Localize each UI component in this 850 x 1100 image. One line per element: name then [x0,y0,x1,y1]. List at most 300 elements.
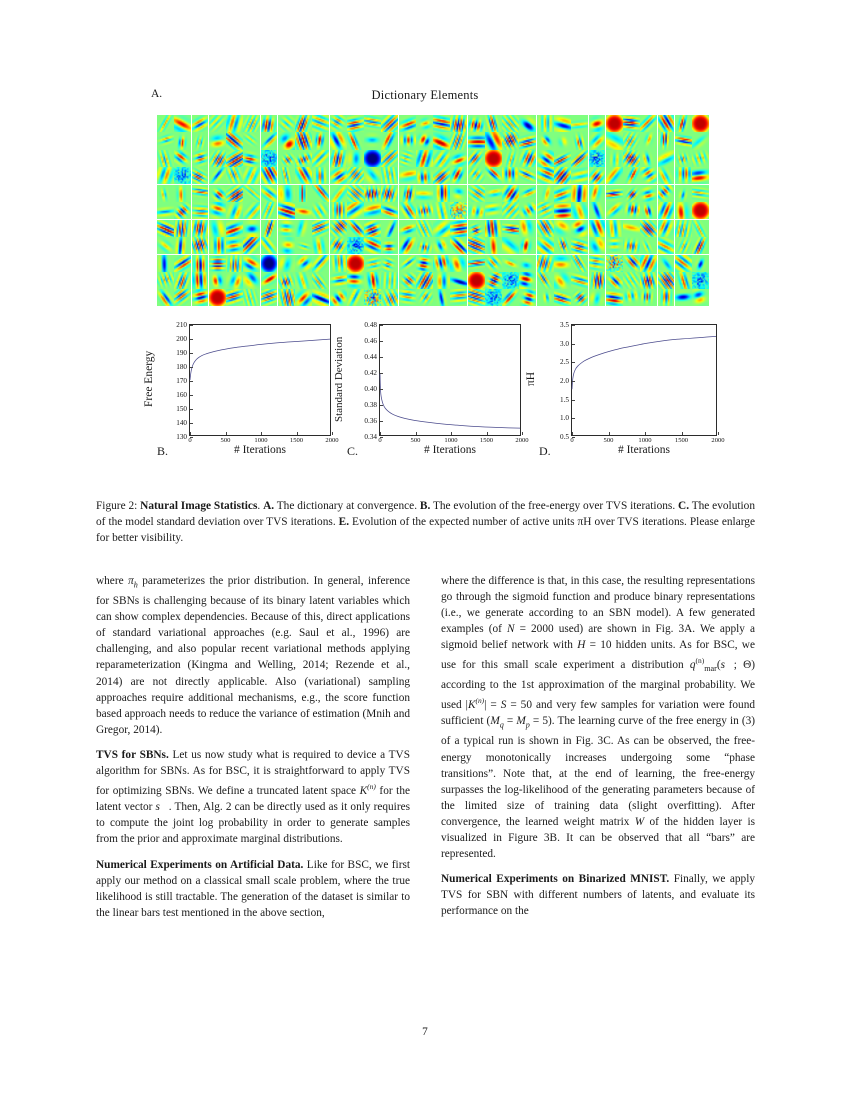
dictionary-element [330,150,347,167]
dictionary-element [364,115,381,132]
y-axis-tick-label: 170 [176,377,187,385]
dictionary-element [330,202,347,219]
dictionary-element [364,237,381,254]
dictionary-element [658,289,675,306]
dictionary-element [364,185,381,202]
dictionary-element [261,150,278,167]
dictionary-element [295,289,312,306]
dictionary-element [640,289,657,306]
dictionary-element [295,167,312,184]
dictionary-element [399,202,416,219]
dictionary-element [209,237,226,254]
dictionary-element [243,185,260,202]
dictionary-element [261,132,278,149]
dictionary-element [640,202,657,219]
x-axis-tick-label: 500 [603,437,614,444]
y-axis-tick-mark [572,325,575,326]
dictionary-element [209,132,226,149]
dictionary-element [226,272,243,289]
panel-label-a: A. [151,88,163,100]
dictionary-element [330,289,347,306]
dictionary-element [312,289,329,306]
dictionary-element [364,132,381,149]
dictionary-element [589,272,606,289]
dictionary-element [312,255,329,272]
dictionary-element [502,150,519,167]
dictionary-element [381,150,398,167]
dictionary-element [450,289,467,306]
dictionary-element [468,202,485,219]
dictionary-element [571,150,588,167]
y-axis-tick-mark [380,341,383,342]
dictionary-element [537,289,554,306]
y-axis-tick-label: 210 [176,321,187,329]
dictionary-element [243,220,260,237]
dictionary-element [174,237,191,254]
dictionary-element [468,185,485,202]
y-axis-tick-mark [380,405,383,406]
dictionary-element [416,150,433,167]
dictionary-element [347,289,364,306]
x-axis-tick-label: 0 [570,437,574,444]
y-axis-tick-mark [380,357,383,358]
dictionary-element [519,202,536,219]
dictionary-element [537,185,554,202]
dictionary-element [537,237,554,254]
y-axis-tick-mark [380,325,383,326]
dictionary-element [261,185,278,202]
y-axis-tick-mark [380,421,383,422]
dictionary-element [381,132,398,149]
plot-b-curve [190,325,330,435]
dictionary-element [623,150,640,167]
dictionary-element [347,255,364,272]
dictionary-element [675,150,692,167]
y-axis-tick-label: 160 [176,391,187,399]
y-axis-tick-label: 0.44 [364,353,377,361]
dictionary-element [554,272,571,289]
dictionary-element [347,202,364,219]
x-axis-tick-label: 2000 [515,437,529,444]
dictionary-element [157,167,174,184]
dictionary-element [416,167,433,184]
dictionary-element [330,272,347,289]
dictionary-element [278,115,295,132]
dictionary-element [502,167,519,184]
x-axis-tick-label: 500 [220,437,231,444]
series-line [380,374,520,428]
dictionary-element [261,255,278,272]
x-axis-tick-label: 500 [410,437,421,444]
dictionary-element [485,220,502,237]
dictionary-element [571,289,588,306]
dictionary-element [295,132,312,149]
dictionary-element [468,289,485,306]
dictionary-element [623,185,640,202]
dictionary-element [192,150,209,167]
dictionary-element [399,132,416,149]
plot-c-curve [380,325,520,435]
dictionary-element [174,202,191,219]
x-axis-tick-mark [682,432,683,435]
y-axis-tick-label: 1.0 [560,414,569,423]
dictionary-element [278,185,295,202]
paragraph-artificial-data: Numerical Experiments on Artificial Data. Like for BSC, we first apply our method on a classical small scale problem, where the true likelihood is still tractable. The generation of the dataset is similar to the linear bars test mentioned in the above section, [96,858,410,919]
dictionary-element [243,150,260,167]
x-axis-tick-label: 1500 [674,437,689,444]
dictionary-element [312,220,329,237]
dictionary-element [606,115,623,132]
y-axis-tick-label: 0.40 [364,385,377,393]
y-axis-tick-label: 0.46 [364,337,377,345]
y-axis-tick-label: 0.34 [364,433,377,441]
dictionary-element [450,132,467,149]
dictionary-element [692,185,709,202]
dictionary-element [554,289,571,306]
dictionary-element [399,150,416,167]
dictionary-element [226,255,243,272]
dictionary-element [295,150,312,167]
dictionary-element [606,289,623,306]
dictionary-element [640,150,657,167]
plot-c-footer [333,444,528,464]
dictionary-element [589,167,606,184]
dictionary-element [433,185,450,202]
dictionary-element [502,255,519,272]
dictionary-element [312,167,329,184]
dictionary-element [330,115,347,132]
dictionary-element [295,185,312,202]
dictionary-element [554,237,571,254]
dictionary-element [606,132,623,149]
dictionary-element [450,272,467,289]
x-axis-tick-mark [226,432,227,435]
dictionary-element [692,202,709,219]
dictionary-element [243,255,260,272]
y-axis-tick-label: 0.36 [364,417,377,425]
dictionary-element [485,132,502,149]
plot-c-xlabel: # Iterations [423,444,477,456]
dictionary-element [433,115,450,132]
dictionary-element [692,255,709,272]
dictionary-element [485,202,502,219]
dictionary-grid [157,115,709,307]
dictionary-element [623,220,640,237]
dictionary-element [571,237,588,254]
dictionary-element [433,237,450,254]
dictionary-element [399,289,416,306]
dictionary-element [157,150,174,167]
dictionary-element [658,115,675,132]
figure-header [95,88,755,110]
dictionary-element [157,220,174,237]
dictionary-element [261,220,278,237]
paragraph-binarized-mnist: Numerical Experiments on Binarized MNIST. Finally, we apply TVS for SBN with different numbers of latents, and evaluate its performance on the [441,873,755,918]
dictionary-element [537,220,554,237]
dictionary-element [537,115,554,132]
dictionary-element [347,115,364,132]
dictionary-element [174,289,191,306]
dictionary-element [450,237,467,254]
heading-binarized-mnist: Numerical Experiments on Binarized MNIST. [441,873,670,886]
plot-b-ylabel: Free Energy [143,350,155,408]
x-axis-tick-mark [487,432,488,435]
dictionary-element [589,255,606,272]
dictionary-element [519,255,536,272]
dictionary-element [468,272,485,289]
dictionary-element [589,202,606,219]
dictionary-element [589,132,606,149]
dictionary-element [485,150,502,167]
dictionary-element [537,272,554,289]
dictionary-element [502,185,519,202]
dictionary-element [157,255,174,272]
dictionary-element [209,185,226,202]
plot-b-letter: B. [157,444,169,458]
dictionary-element [640,167,657,184]
dictionary-element [192,115,209,132]
series-line [572,336,716,389]
dictionary-element [433,272,450,289]
dictionary-element [226,220,243,237]
dictionary-element [640,255,657,272]
dictionary-element [485,272,502,289]
dictionary-element [692,115,709,132]
y-axis-tick-label: 190 [176,349,187,357]
dictionary-element [157,289,174,306]
dictionary-element [192,132,209,149]
dictionary-element [485,255,502,272]
dictionary-element [623,132,640,149]
y-axis-tick-label: 0.38 [364,401,377,409]
x-axis-tick-label: 2000 [711,437,725,444]
caption-title: Natural Image Statistics [140,500,258,512]
dictionary-element [502,220,519,237]
dictionary-element [174,132,191,149]
x-axis-tick-label: 1500 [479,437,494,444]
dictionary-element [589,150,606,167]
dictionary-element [433,255,450,272]
dictionary-element [347,237,364,254]
dictionary-element [416,115,433,132]
dictionary-element [571,115,588,132]
dictionary-element [519,167,536,184]
dictionary-element [485,115,502,132]
dictionary-element [623,255,640,272]
heading-tvs-for-sbns: TVS for SBNs. [96,749,169,762]
dictionary-element [174,255,191,272]
plot-d-xlabel: # Iterations [617,444,671,456]
x-axis-tick-mark [609,432,610,435]
figure-plots-row [95,320,755,480]
dictionary-element [675,237,692,254]
dictionary-element [433,132,450,149]
dictionary-element [399,115,416,132]
dictionary-element [312,115,329,132]
dictionary-element [399,220,416,237]
dictionary-element [174,220,191,237]
dictionary-element [192,255,209,272]
dictionary-element [502,132,519,149]
caption-text: . A. The dictionary at convergence. B. The evolution of the free-energy over TVS iterations. C. The evolution of the model standard deviation over TVS iterations. E. Evolution of the expected number of active units πH over TVS iterations. Please enlarge for better visibility. [96,500,756,545]
dictionary-element [623,237,640,254]
dictionary-element [399,185,416,202]
dictionary-element [192,202,209,219]
x-axis-tick-mark [297,432,298,435]
dictionary-element [364,167,381,184]
dictionary-element [226,132,243,149]
plot-panel-d [525,320,725,480]
paragraph-sigmoid-representations: where the difference is that, in this case, the resulting representations go through the sigmoid function and produce binary representations (i.e., we generate according to an SBN model). A few generated examples (of N = 2000 used) are shown in Fig. 3A. We apply a sigmoid belief network with H = 10 hidden units. As for BSC, we use for this small scale experiment a distribution $q^{(n)}_{mar}(s⃗$; Θ) according to the 1st approximation of the marginal probability. We used $|K^{(n)}| = S = 50$ and very few samples for variation were found sufficient $(M_q = M_p = 5)$. The learning curve of the free energy in (3) of a typical run is shown in Fig. 3C. As can be observed, the free-energy monotonically increases undergoing some “phase transitions”. Note that, at the end of learning, the free-energy surpasses the log-likelihood of the generating parameters because of the limited size of training data (slight overfitting). After convergence, the learned weight matrix W of the hidden layer is visualized in Figure 3B. It can be observed that all “bars” are represented. [441,575,756,860]
dictionary-element [606,202,623,219]
dictionary-element [519,185,536,202]
dictionary-element [261,202,278,219]
dictionary-element [658,202,675,219]
dictionary-element [295,220,312,237]
dictionary-element [416,237,433,254]
dictionary-element [675,132,692,149]
dictionary-element [675,255,692,272]
dictionary-element [468,150,485,167]
dictionary-element [243,237,260,254]
dictionary-element [519,289,536,306]
dictionary-element [571,167,588,184]
dictionary-element [623,115,640,132]
y-axis-tick-mark [190,423,193,424]
dictionary-element [468,132,485,149]
dictionary-element [226,202,243,219]
dictionary-element [364,202,381,219]
x-axis-tick-mark [645,432,646,435]
dictionary-element [416,272,433,289]
dictionary-element [278,150,295,167]
y-axis-tick-mark [190,325,193,326]
dictionary-element [416,220,433,237]
dictionary-element [606,150,623,167]
dictionary-element [416,289,433,306]
dictionary-element [519,132,536,149]
y-axis-tick-mark [380,373,383,374]
paragraph-prior-distribution: where $\pi_h$ parameterizes the prior distribution. In general, inference for SBNs is challenging because of its binary latent variables which can show complex dependencies. Because of this, direct applications of standard variational approaches (e.g. Saul et al., 1996) are challenging, and also popular recent variational methods applying reparameterization (Kingma and Welling, 2014; Rezende et al., 2014) are not directly applicable. Also (variational) sampling approaches require additional mechanisms, e.g., the score function based approach needs to reduce the variance of estimation (Mnih and Gregor, 2014). [96,575,411,736]
dictionary-element [606,220,623,237]
dictionary-element [347,185,364,202]
plot-panel-b [143,320,338,480]
dictionary-element [347,132,364,149]
dictionary-element [502,115,519,132]
y-axis-tick-label: 2.0 [560,377,569,385]
y-axis-tick-mark [190,353,193,354]
x-axis-tick-label: 2000 [325,437,339,444]
dictionary-element [157,132,174,149]
y-axis-tick-mark [572,381,575,382]
dictionary-element [381,289,398,306]
dictionary-element [381,272,398,289]
y-axis-tick-mark [572,418,575,419]
dictionary-element [554,202,571,219]
dictionary-element [364,150,381,167]
dictionary-element [174,150,191,167]
dictionary-element [554,150,571,167]
x-axis-tick-label: 0 [378,437,382,444]
body-column-left [96,573,410,921]
figure-caption [96,498,755,547]
dictionary-element [502,289,519,306]
x-axis-tick-mark [190,432,191,435]
dictionary-element [589,237,606,254]
dictionary-element [502,237,519,254]
dictionary-element [450,150,467,167]
dictionary-element [295,255,312,272]
dictionary-element [312,132,329,149]
dictionary-element [675,202,692,219]
plot-b-footer [143,444,338,464]
dictionary-element [433,220,450,237]
dictionary-element [450,185,467,202]
dictionary-element [623,167,640,184]
dictionary-element [589,220,606,237]
x-axis-tick-label: 1500 [289,437,304,444]
dictionary-element [675,272,692,289]
plot-b-xlabel: # Iterations [233,444,287,456]
dictionary-element [692,220,709,237]
dictionary-element [450,167,467,184]
dictionary-element [278,132,295,149]
dictionary-element [416,202,433,219]
dictionary-element [450,220,467,237]
dictionary-element [157,237,174,254]
dictionary-element [416,185,433,202]
dictionary-element [554,255,571,272]
dictionary-element [278,202,295,219]
dictionary-element [433,150,450,167]
x-axis-tick-mark [451,432,452,435]
dictionary-element [157,185,174,202]
y-axis-tick-label: 0.5 [560,433,569,441]
dictionary-element [174,167,191,184]
dictionary-element [157,115,174,132]
dictionary-element [330,132,347,149]
dictionary-element [485,185,502,202]
dictionary-element [192,185,209,202]
dictionary-element [295,272,312,289]
dictionary-element [571,220,588,237]
dictionary-element [399,272,416,289]
dictionary-element [606,167,623,184]
dictionary-element [381,255,398,272]
dictionary-element [261,167,278,184]
dictionary-element [209,289,226,306]
dictionary-element [330,167,347,184]
dictionary-element [330,237,347,254]
y-axis-tick-mark [190,339,193,340]
y-axis-tick-mark [190,381,193,382]
dictionary-element [658,237,675,254]
dictionary-element [278,167,295,184]
dictionary-element [347,167,364,184]
dictionary-element [278,237,295,254]
dictionary-element [692,132,709,149]
dictionary-element [347,150,364,167]
dictionary-element [606,237,623,254]
dictionary-element [347,272,364,289]
dictionary-elements-title: Dictionary Elements [371,88,479,102]
dictionary-element [364,255,381,272]
dictionary-element [692,237,709,254]
dictionary-element [192,272,209,289]
dictionary-element [261,115,278,132]
dictionary-element [157,272,174,289]
y-axis-tick-mark [572,344,575,345]
